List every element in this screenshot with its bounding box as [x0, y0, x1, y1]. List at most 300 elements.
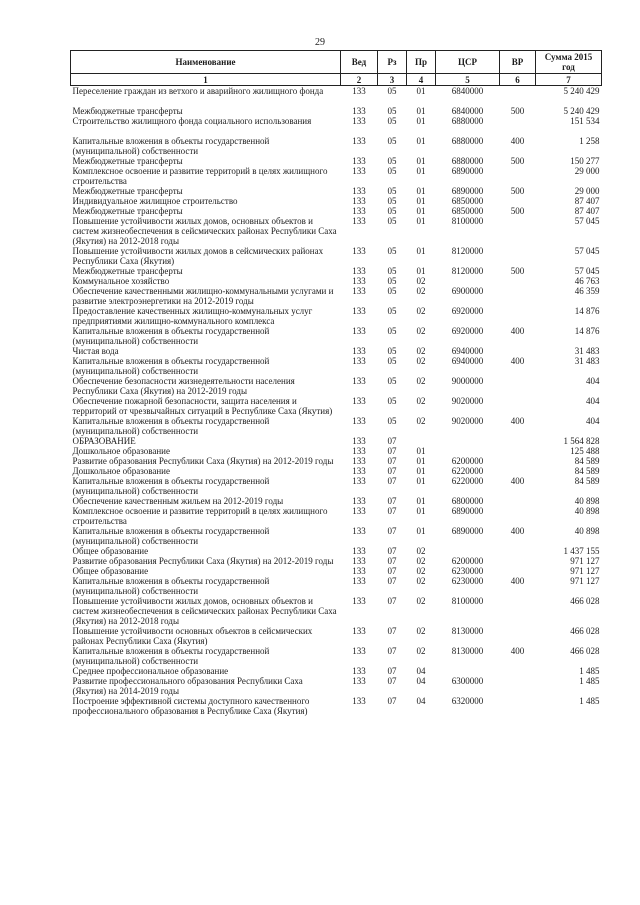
row-ved: 133 [352, 666, 366, 676]
column-number: 5 [436, 74, 500, 86]
row-vr [500, 446, 536, 456]
row-ved: 133 [352, 436, 366, 446]
row-csr: 8120000 [451, 246, 484, 256]
table-row [71, 666, 602, 676]
row-sum: 1 485 [579, 666, 600, 676]
row-rz: 05 [387, 396, 397, 406]
row-csr: 6230000 [451, 576, 484, 586]
column-number: 2 [341, 74, 378, 86]
row-sum: 971 127 [570, 556, 600, 566]
table-row [71, 346, 602, 356]
row-rz: 05 [387, 266, 397, 276]
row-sum: 125 488 [570, 446, 600, 456]
row-rz: 07 [387, 576, 397, 586]
row-rz: 05 [387, 346, 397, 356]
row-ved: 133 [352, 376, 366, 386]
column-number: 4 [407, 74, 436, 86]
row-pr: 02 [416, 646, 426, 656]
row-ved: 133 [352, 86, 366, 96]
row-vr [500, 276, 536, 286]
row-sum: 87 407 [574, 206, 600, 216]
row-csr: 8130000 [451, 646, 484, 656]
row-ved: 133 [352, 216, 366, 226]
table-row [71, 596, 602, 626]
table-row [71, 526, 602, 546]
row-sum: 84 589 [574, 456, 600, 466]
row-pr: 02 [416, 546, 426, 556]
row-rz: 07 [387, 566, 397, 576]
header-rz: Рз [378, 51, 407, 74]
table-row [71, 416, 602, 436]
row-vr [500, 216, 536, 246]
row-csr: 6800000 [451, 496, 484, 506]
table-row [71, 96, 602, 116]
table-row [71, 216, 602, 246]
table-row [71, 496, 602, 506]
row-csr [436, 276, 500, 286]
row-csr: 6320000 [451, 696, 484, 706]
row-name: Среднее профессиональное образование [72, 666, 229, 676]
table-row [71, 556, 602, 566]
row-csr: 8130000 [451, 626, 484, 636]
column-number-row [71, 74, 602, 86]
row-sum: 57 045 [574, 216, 600, 226]
row-rz: 07 [387, 436, 397, 446]
row-ved: 133 [352, 626, 366, 636]
row-sum: 40 898 [574, 506, 600, 516]
row-csr: 6840000 [451, 86, 484, 96]
row-rz: 07 [387, 696, 397, 706]
row-sum: 40 898 [574, 526, 600, 536]
table-row [71, 326, 602, 346]
table-row [71, 476, 602, 496]
row-name: Межбюджетные трансферты [72, 266, 183, 276]
row-name: Построение эффективной системы доступного качественного профессионального образования в Республике Саха (Якутия) [72, 696, 310, 716]
row-pr: 01 [416, 186, 426, 196]
table-row [71, 466, 602, 476]
row-ved: 133 [352, 566, 366, 576]
row-rz: 05 [387, 166, 397, 176]
row-ved: 133 [352, 556, 366, 566]
row-name: Обеспечение безопасности жизнедеятельности населения Республики Саха (Якутия) на 2012-2019 годы [72, 376, 295, 396]
row-vr: 400 [510, 416, 525, 426]
row-rz: 07 [387, 666, 397, 676]
row-pr: 01 [416, 166, 426, 176]
table-row [71, 396, 602, 416]
table-row [71, 286, 602, 306]
row-sum: 1 564 828 [563, 436, 600, 446]
row-name: Межбюджетные трансферты [72, 186, 183, 196]
table-row [71, 436, 602, 446]
row-rz: 05 [387, 186, 397, 196]
row-name: Дошкольное образование [72, 466, 170, 476]
row-vr: 500 [510, 156, 525, 166]
row-ved: 133 [352, 416, 366, 426]
row-pr: 04 [416, 666, 426, 676]
row-vr [500, 496, 536, 506]
row-sum: 31 483 [574, 346, 600, 356]
row-rz: 05 [387, 306, 397, 316]
row-rz: 07 [387, 506, 397, 516]
row-ved: 133 [352, 246, 366, 256]
row-vr [500, 506, 536, 526]
row-name: Межбюджетные трансферты [72, 156, 183, 166]
row-name: Повышение устойчивости жилых домов в сейсмических районах Республики Саха (Якутия) [72, 246, 324, 266]
row-vr [500, 116, 536, 126]
row-rz: 05 [387, 376, 397, 386]
row-sum: 1 485 [579, 696, 600, 706]
row-csr: 6220000 [451, 476, 484, 486]
row-ved: 133 [352, 596, 366, 606]
row-name: Комплексное освоение и развитие территорий в целях жилищного строительства [72, 166, 328, 186]
row-vr [500, 666, 536, 676]
table-row [71, 566, 602, 576]
row-csr: 6200000 [451, 456, 484, 466]
row-sum: 971 127 [570, 576, 600, 586]
row-sum: 1 258 [579, 136, 600, 146]
row-vr [500, 456, 536, 466]
row-pr: 02 [416, 576, 426, 586]
column-number: 3 [378, 74, 407, 86]
row-vr: 400 [510, 136, 525, 146]
row-pr: 01 [416, 266, 426, 276]
row-name: Развитие профессионального образования Республики Саха (Якутия) на 2014-2019 годы [72, 676, 303, 696]
row-rz: 05 [387, 86, 397, 96]
row-ved: 133 [352, 326, 366, 336]
row-name: Повышение устойчивости основных объектов в сейсмических районах Республики Саха (Якутия) [72, 626, 313, 646]
row-csr: 6920000 [451, 326, 484, 336]
table-header-row [71, 51, 602, 74]
row-csr [436, 546, 500, 556]
row-name: Капитальные вложения в объекты государственной (муниципальной) собственности [72, 356, 270, 376]
row-ved: 133 [352, 456, 366, 466]
row-rz: 05 [387, 116, 397, 126]
row-csr: 6850000 [451, 196, 484, 206]
row-rz: 05 [387, 326, 397, 336]
row-name: Чистая вода [72, 346, 119, 356]
row-rz: 05 [387, 206, 397, 216]
row-rz: 07 [387, 626, 397, 636]
row-vr [500, 596, 536, 626]
row-sum: 404 [586, 396, 600, 406]
row-name: Обеспечение пожарной безопасности, защита населения и территорий от чрезвычайных ситуаций в Республике Саха (Якутия) [72, 396, 333, 416]
row-rz: 05 [387, 276, 397, 286]
row-vr [500, 436, 536, 446]
row-ved: 133 [352, 506, 366, 516]
row-name: Обеспечение качественными жилищно-коммунальными услугами и развитие электроэнергетики на 2012-2019 годы [72, 286, 334, 306]
row-pr: 02 [416, 416, 426, 426]
row-csr: 6890000 [451, 186, 484, 196]
column-number: 7 [536, 74, 602, 86]
row-pr: 01 [416, 476, 426, 486]
row-csr: 6940000 [451, 346, 484, 356]
row-pr [407, 436, 436, 446]
table-row [71, 156, 602, 166]
row-rz: 07 [387, 466, 397, 476]
row-ved: 133 [352, 186, 366, 196]
row-sum: 151 534 [570, 116, 600, 126]
row-ved: 133 [352, 106, 366, 116]
row-vr [500, 466, 536, 476]
column-number: 1 [71, 74, 341, 86]
row-name: Капитальные вложения в объекты государственной (муниципальной) собственности [72, 136, 270, 156]
row-vr [500, 306, 536, 326]
row-name: Капитальные вложения в объекты государственной (муниципальной) собственности [72, 476, 270, 496]
row-pr: 02 [416, 356, 426, 366]
row-sum: 46 763 [574, 276, 600, 286]
row-sum: 46 359 [574, 286, 600, 296]
header-sum: Сумма 2015 год [536, 51, 602, 74]
column-number: 6 [500, 74, 536, 86]
row-name: Коммунальное хозяйство [72, 276, 170, 286]
row-sum: 40 898 [574, 496, 600, 506]
row-ved: 133 [352, 466, 366, 476]
row-csr: 8100000 [451, 216, 484, 226]
row-ved: 133 [352, 136, 366, 146]
row-ved: 133 [352, 356, 366, 366]
row-pr: 01 [416, 466, 426, 476]
row-name: Индивидуальное жилищное строительство [72, 196, 238, 206]
row-vr [500, 196, 536, 206]
row-ved: 133 [352, 446, 366, 456]
row-vr: 400 [510, 526, 525, 536]
row-ved: 133 [352, 156, 366, 166]
row-vr: 500 [510, 206, 525, 216]
page-number: 29 [315, 37, 325, 48]
row-ved: 133 [352, 476, 366, 486]
row-sum: 404 [586, 376, 600, 386]
row-rz: 05 [387, 156, 397, 166]
table-row [71, 126, 602, 156]
row-vr [500, 86, 536, 97]
row-rz: 07 [387, 556, 397, 566]
row-name: Капитальные вложения в объекты государственной (муниципальной) собственности [72, 416, 270, 436]
row-name: Предоставление качественных жилищно-коммунальных услуг предприятиями жилищно-коммунального комплекса [72, 306, 313, 326]
table-row [71, 196, 602, 206]
row-vr [500, 696, 536, 716]
row-pr: 02 [416, 556, 426, 566]
table-row [71, 116, 602, 126]
row-ved: 133 [352, 306, 366, 316]
row-pr: 02 [416, 326, 426, 336]
row-csr: 6890000 [451, 506, 484, 516]
table-row [71, 166, 602, 186]
row-csr: 8120000 [451, 266, 484, 276]
row-csr: 6230000 [451, 566, 484, 576]
row-rz: 05 [387, 136, 397, 146]
row-pr: 01 [416, 446, 426, 456]
row-vr: 400 [510, 356, 525, 366]
row-sum: 1 437 155 [563, 546, 600, 556]
row-name: Капитальные вложения в объекты государственной (муниципальной) собственности [72, 526, 270, 546]
table-row [71, 266, 602, 276]
row-csr: 6920000 [451, 306, 484, 316]
header-name: Наименование [71, 51, 341, 74]
row-pr: 01 [416, 456, 426, 466]
row-name: Развитие образования Республики Саха (Якутия) на 2012-2019 годы [72, 556, 334, 566]
row-pr: 02 [416, 286, 426, 296]
row-rz: 07 [387, 676, 397, 686]
row-ved: 133 [352, 676, 366, 686]
row-rz: 07 [387, 646, 397, 656]
row-rz: 05 [387, 416, 397, 426]
row-ved: 133 [352, 206, 366, 216]
row-rz: 07 [387, 496, 397, 506]
row-ved: 133 [352, 286, 366, 296]
row-pr: 01 [416, 216, 426, 226]
table-row [71, 446, 602, 456]
row-vr [500, 626, 536, 646]
row-csr: 6850000 [451, 206, 484, 216]
header-vr: ВР [500, 51, 536, 74]
row-vr: 400 [510, 476, 525, 486]
row-name: Дошкольное образование [72, 446, 170, 456]
table-row [71, 376, 602, 396]
row-pr: 02 [416, 376, 426, 386]
row-vr [500, 166, 536, 186]
row-pr: 01 [416, 206, 426, 216]
row-pr: 01 [416, 246, 426, 256]
table-row [71, 246, 602, 266]
row-pr: 01 [416, 526, 426, 536]
row-csr: 9020000 [451, 396, 484, 406]
row-csr: 6880000 [451, 116, 484, 126]
row-ved: 133 [352, 266, 366, 276]
row-csr: 6220000 [451, 466, 484, 476]
row-pr: 02 [416, 346, 426, 356]
row-pr: 02 [416, 396, 426, 406]
row-pr: 02 [416, 626, 426, 636]
row-sum: 84 589 [574, 476, 600, 486]
row-rz: 07 [387, 456, 397, 466]
row-pr: 02 [416, 306, 426, 316]
row-name: Общее образование [72, 566, 149, 576]
row-name: Капитальные вложения в объекты государственной (муниципальной) собственности [72, 326, 270, 346]
row-ved: 133 [352, 166, 366, 176]
row-csr: 8100000 [451, 596, 484, 606]
row-vr: 400 [510, 646, 525, 656]
row-vr [500, 376, 536, 396]
table-row [71, 576, 602, 596]
row-name: Повышение устойчивости жилых домов, основных объектов и систем жизнеобеспечения в сейсмических районах Республики Саха (Якутия) на 2012-2018 годы [72, 216, 337, 246]
table-body [71, 86, 602, 717]
row-vr [500, 676, 536, 696]
row-vr: 500 [510, 106, 525, 116]
row-name: Обеспечение качественным жильем на 2012-2019 годы [72, 496, 284, 506]
row-pr: 02 [416, 566, 426, 576]
row-sum: 14 876 [574, 326, 600, 336]
row-sum: 14 876 [574, 306, 600, 316]
table-row [71, 696, 602, 716]
row-sum: 404 [586, 416, 600, 426]
row-ved: 133 [352, 346, 366, 356]
row-csr: 6300000 [451, 676, 484, 686]
row-rz: 05 [387, 356, 397, 366]
row-rz: 07 [387, 596, 397, 606]
row-vr [500, 246, 536, 266]
row-ved: 133 [352, 496, 366, 506]
row-csr: 9000000 [451, 376, 484, 386]
row-pr: 04 [416, 676, 426, 686]
row-rz: 07 [387, 476, 397, 486]
row-sum: 466 028 [570, 646, 600, 656]
row-name: Комплексное освоение и развитие территорий в целях жилищного строительства [72, 506, 328, 526]
row-vr: 400 [510, 576, 525, 586]
row-pr: 01 [416, 496, 426, 506]
row-csr [436, 436, 500, 446]
row-rz: 05 [387, 286, 397, 296]
budget-table [70, 50, 602, 716]
row-csr: 6880000 [451, 136, 484, 146]
row-csr: 6200000 [451, 556, 484, 566]
row-vr [500, 556, 536, 566]
row-vr: 400 [510, 326, 525, 336]
row-rz: 05 [387, 106, 397, 116]
row-sum: 971 127 [570, 566, 600, 576]
row-name: Капитальные вложения в объекты государственной (муниципальной) собственности [72, 576, 270, 596]
row-rz: 05 [387, 196, 397, 206]
table-row [71, 206, 602, 216]
row-pr: 01 [416, 506, 426, 516]
row-pr: 04 [416, 696, 426, 706]
row-name: Переселение граждан из ветхого и аварийного жилищного фонда [72, 86, 324, 96]
table-row [71, 676, 602, 696]
table-row [71, 646, 602, 666]
row-sum: 1 485 [579, 676, 600, 686]
row-name: ОБРАЗОВАНИЕ [72, 436, 136, 446]
row-csr [436, 666, 500, 676]
row-rz: 05 [387, 246, 397, 256]
row-rz: 07 [387, 446, 397, 456]
table-row [71, 356, 602, 376]
row-pr: 01 [416, 86, 426, 96]
row-sum: 87 407 [574, 196, 600, 206]
row-csr: 6890000 [451, 166, 484, 176]
row-name: Развитие образования Республики Саха (Якутия) на 2012-2019 годы [72, 456, 334, 466]
row-ved: 133 [352, 526, 366, 536]
row-csr: 6880000 [451, 156, 484, 166]
row-csr: 6840000 [451, 106, 484, 116]
table-row [71, 306, 602, 326]
row-pr: 01 [416, 106, 426, 116]
row-sum: 31 483 [574, 356, 600, 366]
row-vr: 500 [510, 186, 525, 196]
row-sum: 57 045 [574, 266, 600, 276]
row-ved: 133 [352, 646, 366, 656]
row-sum: 57 045 [574, 246, 600, 256]
row-csr: 6890000 [451, 526, 484, 536]
row-sum: 29 000 [574, 186, 600, 196]
row-rz: 07 [387, 526, 397, 536]
row-name: Повышение устойчивости жилых домов, основных объектов и систем жизнеобеспечения в сейсмических районах Республики Саха (Якутия) на 2012-2018 годы [72, 596, 337, 626]
row-name: Межбюджетные трансферты [72, 206, 183, 216]
row-vr [500, 286, 536, 306]
header-pr: Пр [407, 51, 436, 74]
row-ved: 133 [352, 116, 366, 126]
row-ved: 133 [352, 396, 366, 406]
row-pr: 01 [416, 156, 426, 166]
row-name: Капитальные вложения в объекты государственной (муниципальной) собственности [72, 646, 270, 666]
table-row [71, 186, 602, 196]
row-sum: 5 240 429 [563, 86, 600, 96]
row-ved: 133 [352, 696, 366, 706]
row-pr: 01 [416, 136, 426, 146]
row-vr [500, 346, 536, 356]
header-csr: ЦСР [436, 51, 500, 74]
row-pr: 01 [416, 116, 426, 126]
row-vr [500, 546, 536, 556]
row-name: Общее образование [72, 546, 149, 556]
